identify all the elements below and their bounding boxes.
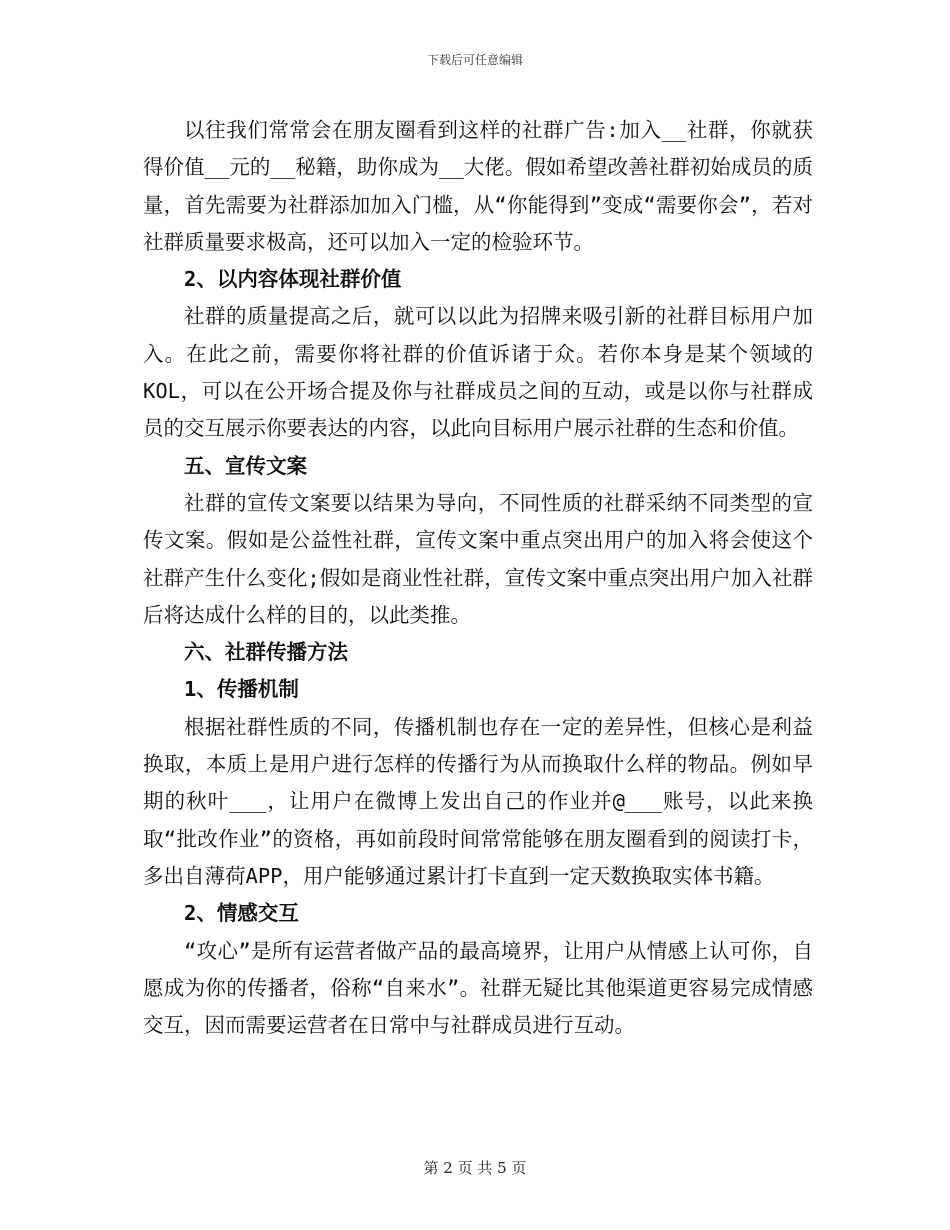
section-heading: 2、情感交互 — [184, 901, 299, 926]
section-heading: 六、社群传播方法 — [184, 640, 348, 665]
section-heading: 1、传播机制 — [184, 677, 299, 702]
document-body — [143, 112, 813, 1044]
page-footer: 第 2 页 共 5 页 — [423, 1159, 527, 1177]
paragraph: 以往我们常常会在朋友圈看到这样的社群广告:加入__社群，你就获得价值__元的__秘籍，助你成为__大佬。假如希望改善社群初始成员的质量，首先需要为社群添加加入门槛，从“你能得到”变成“需要你会”，若对社群质量要求极高，还可以加入一定的检验环节。 — [143, 118, 813, 254]
page-header: 下载后可任意编辑 — [426, 53, 523, 67]
section-heading: 2、以内容体现社群价值 — [184, 267, 402, 292]
paragraph: 社群的宣传文案要以结果为导向，不同性质的社群采纳不同类型的宣传文案。假如是公益性社群，宣传文案中重点突出用户的加入将会使这个社群产生什么变化;假如是商业性社群，宣传文案中重点突出用户加入社群后将达成什么样的目的，以此类推。 — [143, 490, 813, 627]
paragraph: 社群的质量提高之后，就可以以此为招牌来吸引新的社群目标用户加入。在此之前，需要你将社群的价值诉诸于众。若你本身是某个领域的KOL，可以在公开场合提及你与社群成员之间的互动，或是以你与社群成员的交互展示你要表达的内容，以此向目标用户展示社群的生态和价值。 — [143, 304, 813, 441]
paragraph: “攻心”是所有运营者做产品的最高境界，让用户从情感上认可你，自愿成为你的传播者，俗称“自来水”。社群无疑比其他渠道更容易完成情感交互，因而需要运营者在日常中与社群成员进行互动。 — [143, 938, 813, 1038]
section-heading: 五、宣传文案 — [184, 453, 307, 478]
paragraph: 根据社群性质的不同，传播机制也存在一定的差异性，但核心是利益换取，本质上是用户进行怎样的传播行为从而换取什么样的物品。例如早期的秋叶___，让用户在微博上发出自己的作业并@___账号，以此来换取“批改作业”的资格，再如前段时间常常能够在朋友圈看到的阅读打卡，多出自薄荷APP，用户能够通过累计打卡直到一定天数换取实体书籍。 — [143, 714, 813, 888]
